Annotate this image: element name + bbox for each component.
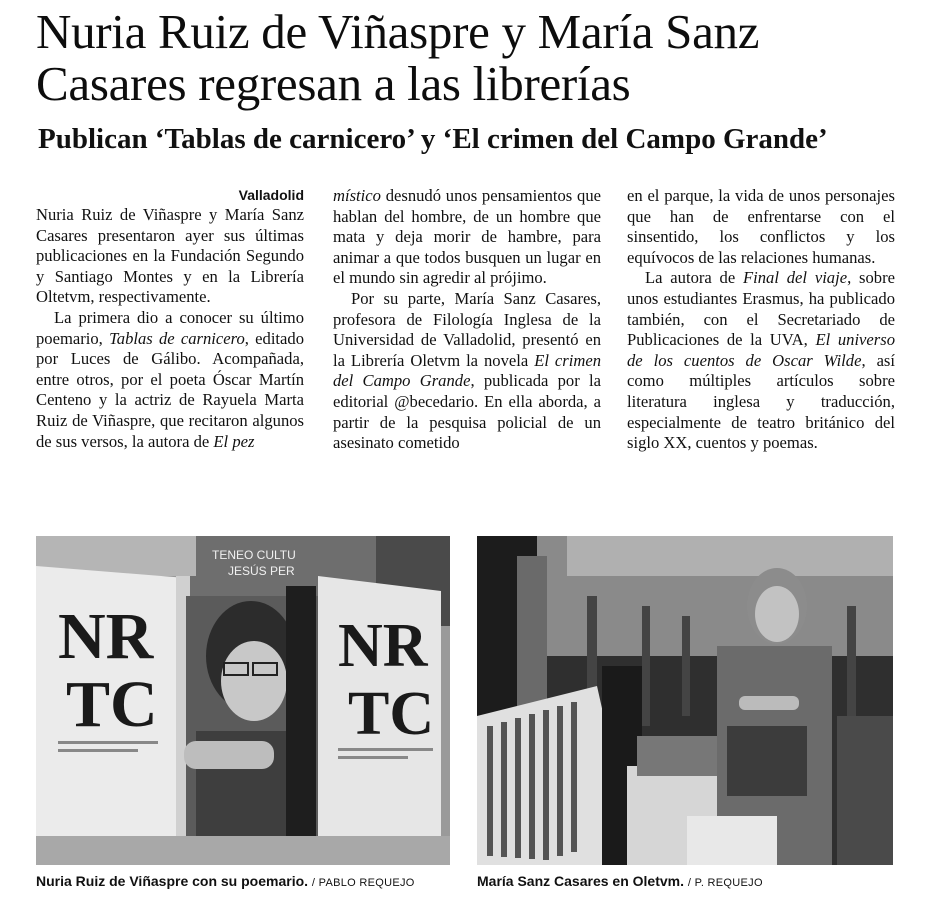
text-run: Por su parte, María Sanz Casares, profesora de Filología Inglesa de la Universidad de Valladolid, presentó en la Librería Oletvm la novela (333, 288, 601, 370)
article-column-2 (333, 186, 601, 454)
book-cover-letters: NR (338, 612, 428, 680)
text-run: La primera dio a conocer su último poemario, (36, 307, 304, 348)
book-cover-letters: NR (58, 600, 154, 673)
photo-credit: / P. REQUEJO (687, 877, 763, 889)
book-title: Final del viaje (743, 268, 848, 288)
photo-maria-sanz (477, 536, 893, 865)
paragraph (333, 186, 601, 289)
text-run: , así como múltiples artículos sobre literatura inglesa y traducción, especialmente de teatro británico del siglo XX, cuentos y poemas. (627, 350, 895, 453)
article-column-1 (36, 186, 304, 452)
book-cover-letters: TC (348, 680, 435, 748)
paragraph: Nuria Ruiz de Viñaspre y María Sanz Casares presentaron ayer sus últimas publicaciones en la Fundación Segundo y Santiago Montes y en la Librería Oltetvm, respectivamente. (36, 205, 304, 307)
paragraph (36, 308, 304, 452)
paragraph (627, 268, 895, 453)
photo-illustration (477, 536, 893, 865)
book-title: Tablas de carnicero (109, 328, 245, 348)
photo-caption-right (477, 873, 763, 889)
text-run: , sobre unos estudiantes Erasmus, ha publicado también, con el Secretariado de Publicaciones de la UVA, (627, 268, 895, 350)
book-title: El crimen del Campo Grande (333, 350, 601, 391)
paragraph: en el parque, la vida de unos personajes que han de enfrentarse con el sinsentido, los conflictos y los equívocos de las relaciones humanas. (627, 186, 895, 267)
caption-text: Nuria Ruiz de Viñaspre con su poemario. (36, 873, 309, 889)
photo-illustration (36, 536, 450, 865)
paragraph (333, 289, 601, 454)
headline: Nuria Ruiz de Viñaspre y María Sanz Casares regresan a las librerías (36, 4, 760, 111)
banner-text: TENEO CULTU (212, 548, 296, 562)
book-title: El universo de los cuentos de Oscar Wilde (627, 330, 895, 370)
text-run: La autora de (645, 268, 744, 288)
dateline: Valladolid (238, 187, 304, 203)
text-run: , editado por Luces de Gálibo. Acompañada, entre otros, por el poeta Óscar Martín Centeno y la actriz de Rayuela Marta Ruiz de Viñaspre, que recitaron algunos de sus versos, la autora de (36, 328, 304, 451)
book-cover-letters: TC (66, 668, 158, 741)
book-title: El pez (213, 431, 255, 451)
photo-nuria-ruiz (36, 536, 450, 865)
caption-text: María Sanz Casares en Oletvm. (477, 873, 684, 889)
text-run: desnudó unos pensamientos que hablan del hombre, de un hombre que mata y deja morir de hambre, para animar a que todos busquen un lugar en el mundo sin agredir al prójimo. (333, 186, 601, 288)
subheadline: Publican ‘Tablas de carnicero’ y ‘El crimen del Campo Grande’ (38, 123, 828, 155)
article-column-3 (627, 186, 895, 454)
book-title: místico (333, 186, 381, 205)
text-run: , publicada por la editorial @becedario. En ella aborda, a partir de la pesquisa policial de un asesinato cometido (333, 371, 601, 453)
photo-credit: / PABLO REQUEJO (311, 877, 415, 889)
banner-text: JESÚS PER (228, 564, 295, 578)
photo-caption-left (36, 873, 415, 889)
